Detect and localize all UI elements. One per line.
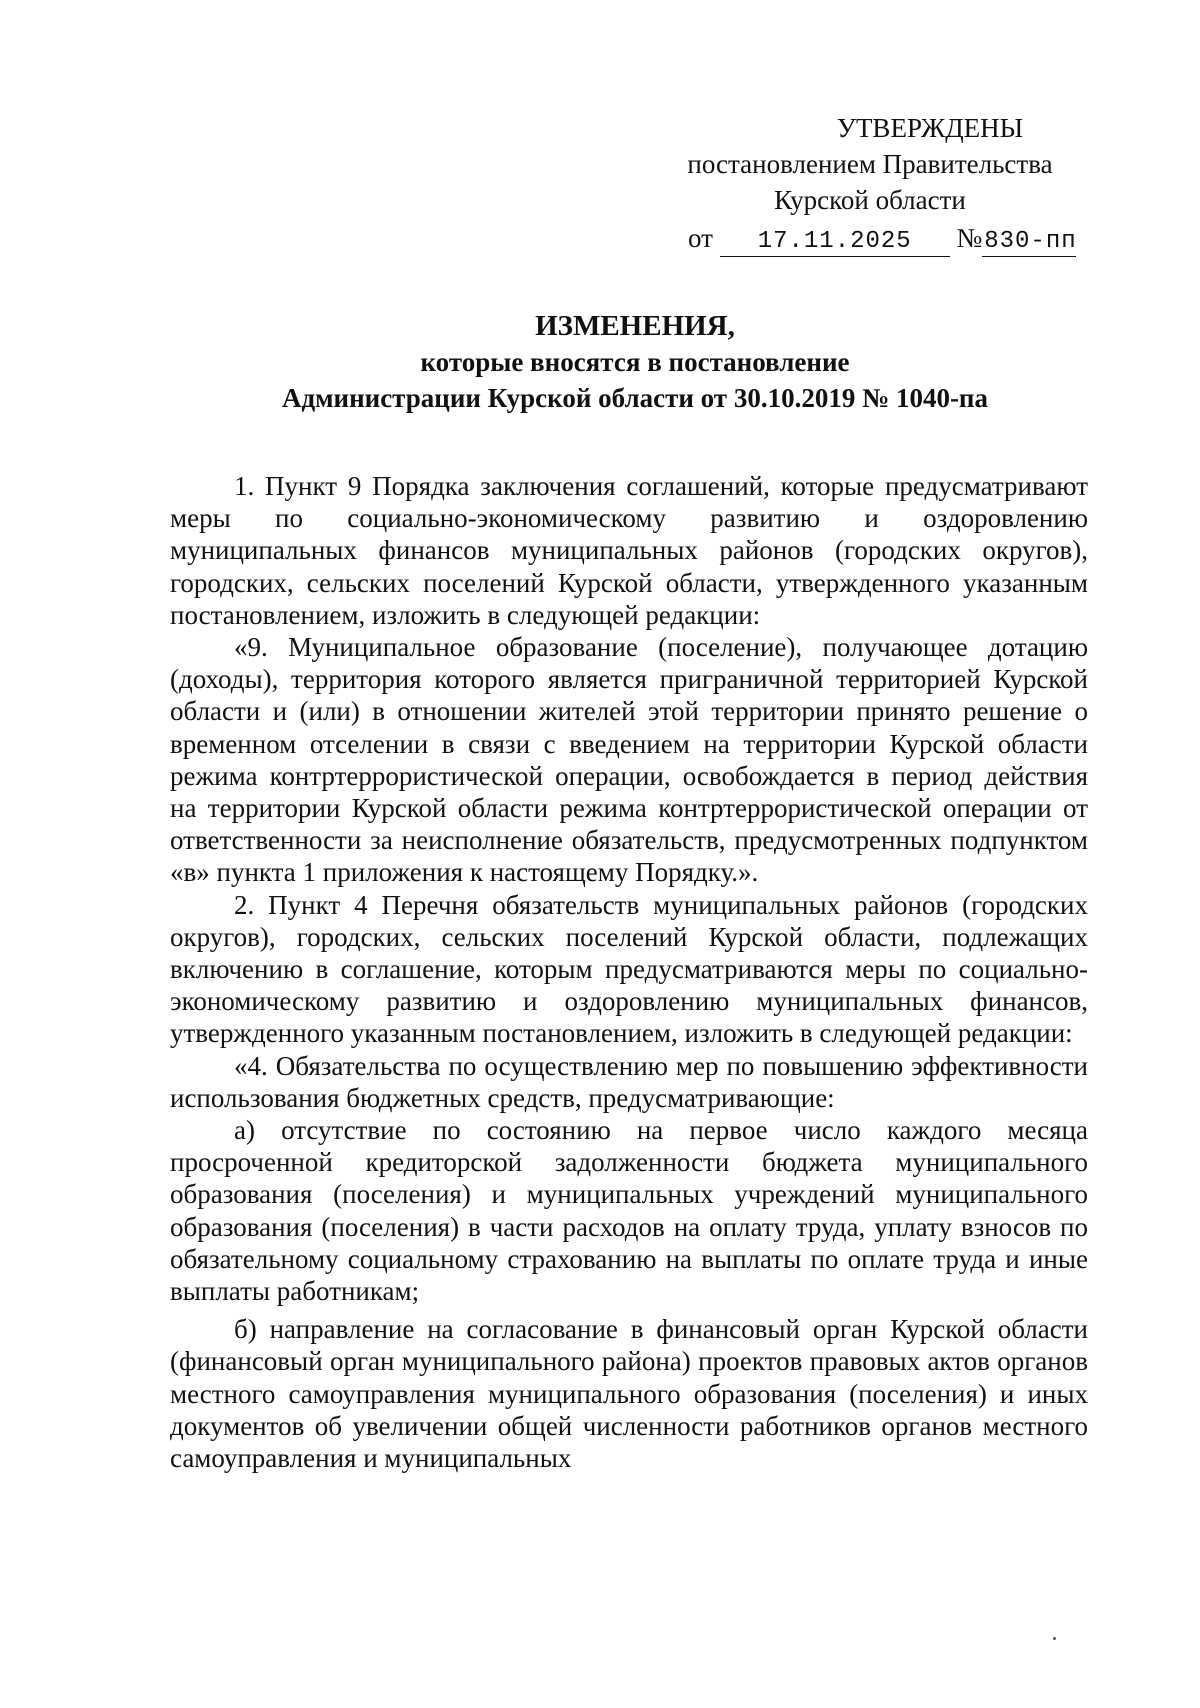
paragraph-5: а) отсутствие по состоянию на первое число каждого месяца просроченной кредиторской задолженности бюджета муниципального образования (поселения) и муниципальных учреждений муниципального образования (поселения) в части расходов на оплату труда, уплату взносов по обязательному социальному страхованию на выплаты по оплате труда и иные выплаты работникам; bbox=[170, 1115, 1088, 1307]
paragraph-1: 1. Пункт 9 Порядка заключения соглашений, которые предусматривают меры по социально-экономическому развитию и оздоровлению муниципальных финансов муниципальных районов (городских округов), городских, сельских поселений Курской области, утвержденного указанным постановлением, изложить в следующей редакции: bbox=[170, 471, 1088, 630]
number-prefix: № bbox=[956, 223, 983, 253]
paragraph-4: «4. Обязательства по осуществлению мер по повышению эффективности использования бюджетных средств, предусматривающие: bbox=[170, 1050, 1088, 1113]
paragraph-3: 2. Пункт 4 Перечня обязательств муниципальных районов (городских округов), городских, сельских поселений Курской области, подлежащих включению в соглашение, которым предусматриваются меры по социально-экономическому развитию и оздоровлению муниципальных финансов, утвержденного указанным постановлением, изложить в следующей редакции: bbox=[170, 889, 1088, 1049]
heading-title: ИЗМЕНЕНИЯ, bbox=[535, 310, 735, 342]
approval-number: 830-пп bbox=[984, 228, 1077, 255]
date-prefix: от bbox=[688, 223, 713, 253]
approval-title: УТВЕРЖДЕНЫ bbox=[836, 113, 1024, 143]
approval-date-line bbox=[688, 220, 1100, 257]
document-body bbox=[170, 470, 1088, 1474]
approval-line-1: постановлением Правительства bbox=[687, 149, 1053, 179]
approval-stamp bbox=[640, 110, 1100, 257]
scan-speck bbox=[1053, 1637, 1056, 1640]
paragraph-2: «9. Муниципальное образование (поселение), получающее дотацию (доходы), территория которого является приграничной территорией Курской области и (или) в отношении жителей этой территории принято решение о временном отселении в связи с введением на территории Курской области режима контртеррористической операции, освобождается в период действия на территории Курской области режима контртеррористической операции от ответственности за неисполнение обязательств, предусмотренных подпунктом «в» пункта 1 приложения к настоящему Порядку.». bbox=[170, 632, 1088, 888]
approval-date: 17.11.2025 bbox=[720, 228, 950, 257]
heading-subtitle-1: которые вносятся в постановление bbox=[420, 347, 850, 377]
approval-line-2: Курской области bbox=[774, 185, 966, 215]
heading-subtitle-2: Администрации Курской области от 30.10.2019 № 1040-па bbox=[281, 383, 988, 413]
paragraph-6: б) направление на согласование в финансовый орган Курской области (финансовый орган муниципального района) проектов правовых актов органов местного самоуправления муниципального образования (поселения) и иных документов об увеличении общей численности работников органов местного самоуправления и муниципальных bbox=[170, 1314, 1088, 1474]
document-heading bbox=[170, 308, 1100, 416]
